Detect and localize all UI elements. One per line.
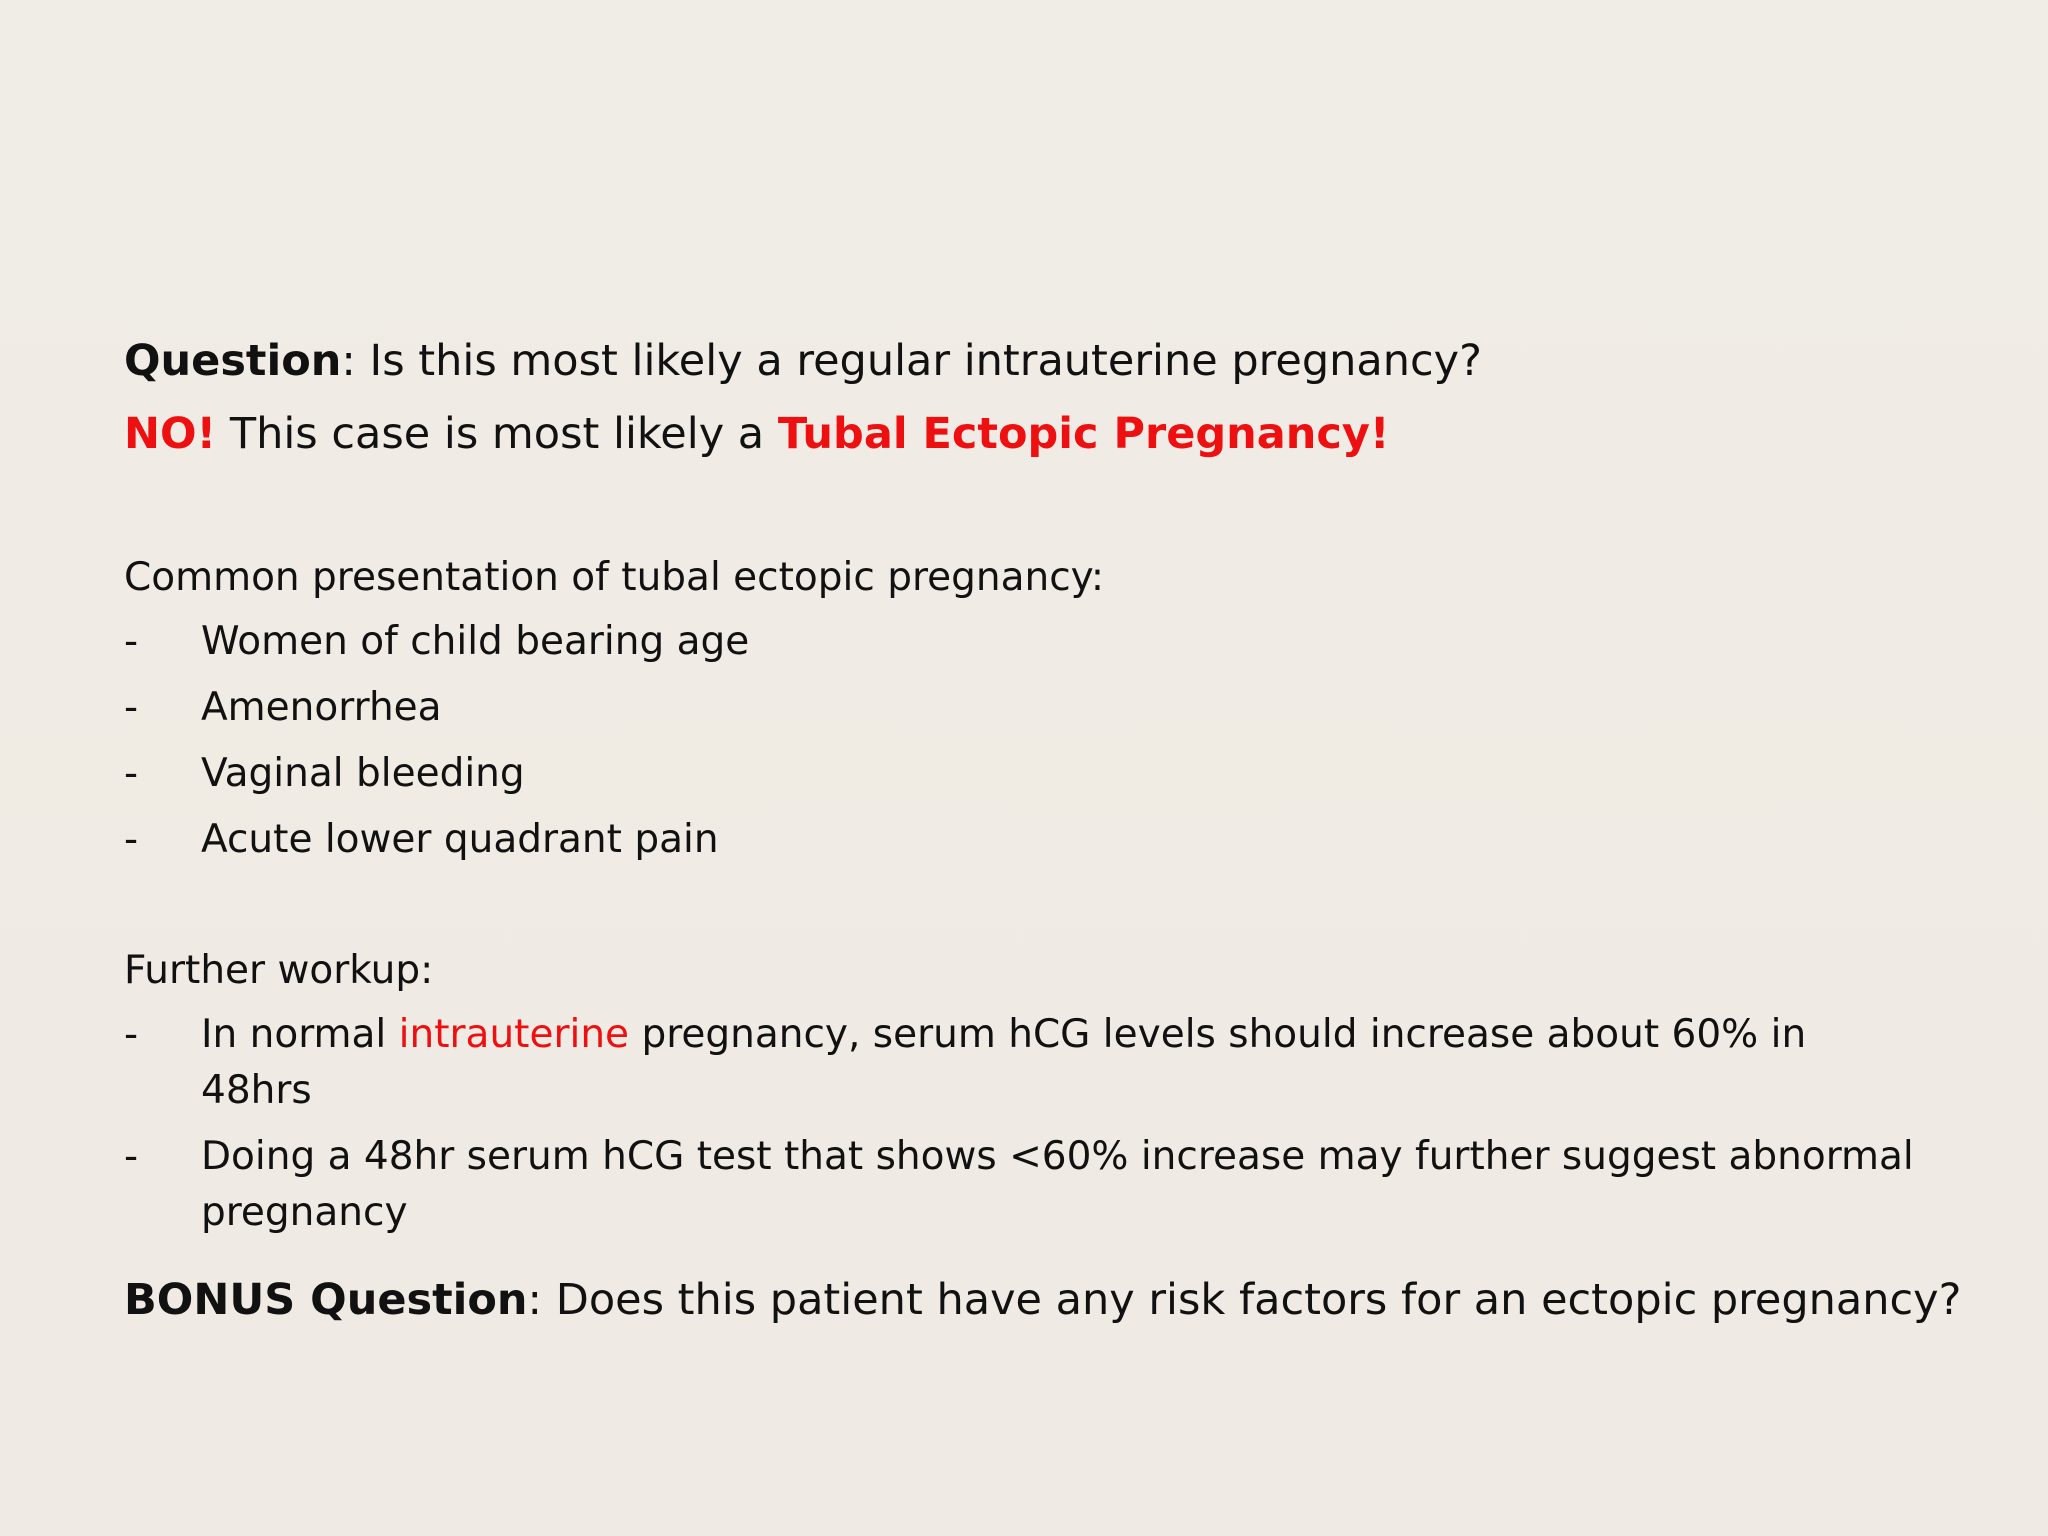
list-item-text: Vaginal bleeding (201, 751, 525, 796)
workup-item-text: Doing a 48hr serum hCG test that shows <60% increase may further suggest abnormal pregnancy (201, 1134, 1914, 1235)
list-item-text: Amenorrhea (201, 685, 442, 730)
presentation-heading: Common presentation of tubal ectopic pregnancy: (124, 555, 1105, 600)
bullet-dash: - (124, 1134, 139, 1179)
list-item-text: Acute lower quadrant pain (201, 817, 719, 862)
workup-section (124, 943, 1921, 1251)
bonus-question-line (124, 1270, 1961, 1330)
answer-middle: This case is most likely a (216, 409, 778, 459)
bullet-dash: - (124, 751, 139, 796)
list-item (124, 812, 1921, 868)
bullet-dash: - (124, 1012, 139, 1057)
bullet-dash: - (124, 685, 139, 730)
list-item-text: Women of child bearing age (201, 619, 750, 664)
workup-heading: Further workup: (124, 948, 434, 993)
bullet-dash: - (124, 619, 139, 664)
workup-item-pre: In normal (201, 1012, 399, 1057)
list-item (124, 746, 1921, 802)
list-item (124, 1129, 1921, 1241)
workup-item-highlight: intrauterine (398, 1012, 630, 1057)
presentation-section (124, 550, 1921, 878)
list-item (124, 1007, 1921, 1119)
answer-no: NO! (124, 409, 217, 459)
answer-line (124, 404, 1390, 464)
question-label: Question (124, 336, 342, 386)
bullet-dash: - (124, 817, 139, 862)
question-text: : Is this most likely a regular intrauterine pregnancy? (341, 336, 1482, 386)
answer-diagnosis: Tubal Ectopic Pregnancy! (777, 409, 1390, 459)
list-item (124, 614, 1921, 670)
workup-item-post: pregnancy, serum hCG levels should increase about 60% in 48hrs (201, 1012, 1807, 1113)
workup-list (124, 1007, 1921, 1241)
question-line (124, 331, 1482, 391)
bonus-text: : Does this patient have any risk factors for an ectopic pregnancy? (527, 1275, 1962, 1325)
bonus-label: BONUS Question (124, 1275, 528, 1325)
presentation-list (124, 614, 1921, 868)
list-item (124, 680, 1921, 736)
